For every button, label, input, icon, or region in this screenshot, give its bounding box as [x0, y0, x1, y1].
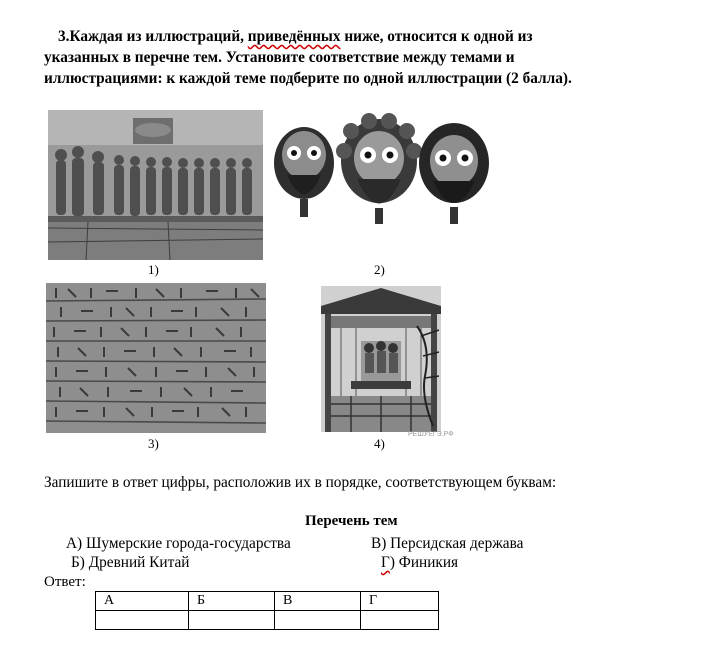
- instruction: Запишите в ответ цифры, расположив их в порядке, соответствующем буквам:: [44, 474, 557, 491]
- answer-header-row: [96, 592, 439, 611]
- caption-3: 3): [148, 436, 159, 451]
- caption-1: 1): [148, 262, 159, 277]
- task-line-2: указанных в перечне тем. Установите соответствие между темами и: [44, 49, 515, 66]
- answer-header-g: Г: [361, 592, 439, 611]
- spellcheck-word: приведённых: [247, 28, 341, 45]
- answer-label: Ответ:: [44, 574, 86, 590]
- illustration-4-chinese-scene: [321, 286, 441, 432]
- answer-cell-v[interactable]: [275, 611, 361, 630]
- answer-header-b: Б: [189, 592, 275, 611]
- option-b: Б) Древний Китай: [71, 554, 190, 571]
- option-g: Г) Финикия: [381, 554, 459, 571]
- answer-value-row: [96, 611, 439, 630]
- task-line-1: 3.Каждая из иллюстраций, приведённых ниже, относится к одной из: [58, 28, 533, 45]
- watermark: РЕШУЕГЭ.РФ: [408, 431, 454, 438]
- answer-cell-a[interactable]: [96, 611, 189, 630]
- answer-cell-b[interactable]: [189, 611, 275, 630]
- answer-header-v: В: [275, 592, 361, 611]
- answer-table: [95, 591, 439, 630]
- answer-cell-g[interactable]: [361, 611, 439, 630]
- task-line-3: иллюстрациями: к каждой теме подберите по одной иллюстрации (2 балла).: [44, 70, 572, 87]
- caption-2: 2): [374, 262, 385, 277]
- task-statement: [44, 26, 672, 89]
- illustration-1-relief: [48, 110, 263, 260]
- option-a: А) Шумерские города-государства: [66, 535, 291, 552]
- list-heading: Перечень тем: [305, 513, 398, 529]
- caption-4: 4): [374, 436, 385, 451]
- spellcheck-letter: Г: [381, 554, 390, 571]
- illustration-3-cuneiform: [46, 283, 266, 433]
- option-v: В) Персидская держава: [371, 535, 524, 552]
- answer-header-a: А: [96, 592, 189, 611]
- illustration-2-masks: [269, 113, 494, 228]
